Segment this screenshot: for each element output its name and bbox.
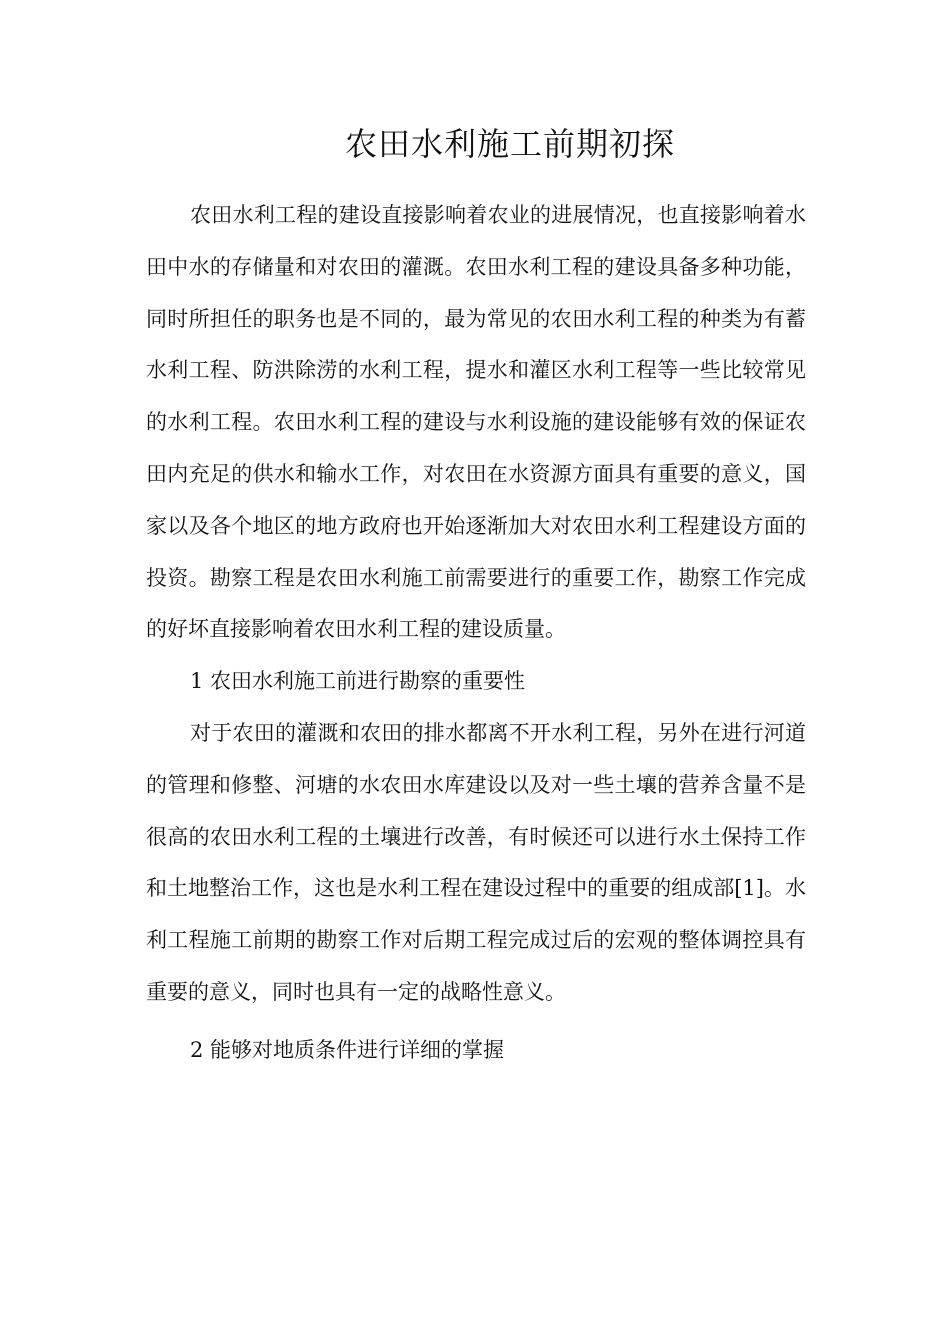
section-1-paragraph: 对于农田的灌溉和农田的排水都离不开水利工程，另外在进行河道的管理和修整、河塘的水农田水库建设以及对一些土壤的营养含量不是很高的农田水利工程的土壤进行改善，有时候还可以进行水土保持工作和土地整治工作，这也是水利工程在建设过程中的重要的组成部[1]。水利工程施工前期的勘察工作对后期工程完成过后的宏观的整体调控具有重要的意义，同时也具有一定的战略性意义。: [146, 720, 806, 1004]
document-title: 农田水利施工前期初探: [344, 125, 675, 163]
section-1-heading: 1 农田水利施工前进行勘察的重要性: [190, 669, 526, 694]
document-body: [146, 190, 806, 1077]
section-2-heading: 2 能够对地质条件进行详细的掌握: [190, 1037, 505, 1062]
intro-paragraph: 农田水利工程的建设直接影响着农业的进展情况，也直接影响着水田中水的存储量和对农田的灌溉。农田水利工程的建设具备多种功能，同时所担任的职务也是不同的，最为常见的农田水利工程的种类为有蓄水利工程、防洪除涝的水利工程，提水和灌区水利工程等一些比较常见的水利工程。农田水利工程的建设与水利设施的建设能够有效的保证农田内充足的供水和输水工作，对农田在水资源方面具有重要的意义，国家以及各个地区的地方政府也开始逐渐加大对农田水利工程建设方面的投资。勘察工程是农田水利施工前需要进行的重要工作，勘察工作完成的好坏直接影响着农田水利工程的建设质量。: [146, 203, 806, 642]
